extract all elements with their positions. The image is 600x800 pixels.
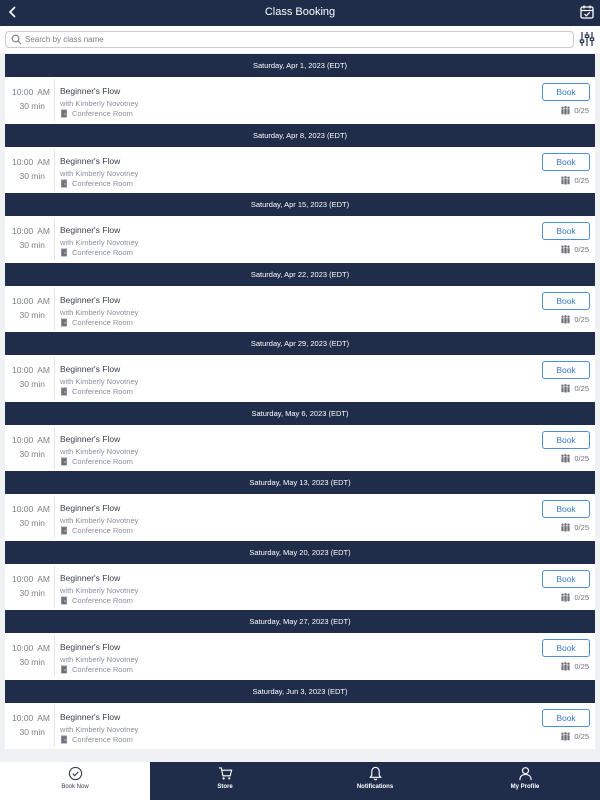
search-field [5, 31, 574, 48]
class-session[interactable] [5, 633, 595, 680]
room [60, 665, 133, 674]
search-icon [11, 34, 22, 45]
start-time [10, 296, 50, 306]
capacity [560, 384, 589, 393]
date-header: Saturday, Apr 15, 2023 (EDT) [5, 193, 595, 216]
date-header: Saturday, Jun 3, 2023 (EDT) [5, 680, 595, 703]
divider [54, 566, 55, 608]
day-group [5, 124, 595, 194]
page-title: Class Booking [264, 6, 336, 18]
room [60, 596, 133, 605]
duration: 30 min [19, 170, 45, 181]
person-icon [518, 766, 533, 781]
class-session[interactable] [5, 564, 595, 611]
door-icon [60, 457, 68, 466]
date-header: Saturday, May 6, 2023 (EDT) [5, 402, 595, 425]
date-header: Saturday, Apr 29, 2023 (EDT) [5, 332, 595, 355]
search-bar [0, 26, 600, 53]
divider [54, 288, 55, 330]
day-group [5, 471, 595, 541]
door-icon [60, 179, 68, 188]
class-name: Beginner's Flow [60, 572, 121, 583]
room [60, 735, 133, 744]
room [60, 318, 133, 327]
start-time-ampm: AM [37, 643, 50, 653]
start-time-ampm: AM [37, 504, 50, 514]
capacity [560, 732, 589, 741]
class-session[interactable] [5, 147, 595, 194]
class-session[interactable] [5, 216, 595, 263]
class-name: Beginner's Flow [60, 711, 121, 722]
room [60, 387, 133, 396]
book-button[interactable]: Book [542, 639, 590, 657]
date-header: Saturday, May 20, 2023 (EDT) [5, 541, 595, 564]
door-icon [60, 318, 68, 327]
class-name: Beginner's Flow [60, 433, 121, 444]
tab-label: My Profile [510, 784, 540, 790]
divider [54, 149, 55, 191]
instructor: with Kimberly Novotney [60, 99, 139, 108]
class-session[interactable] [5, 355, 595, 402]
duration: 30 min [19, 379, 45, 389]
class-name: Beginner's Flow [60, 225, 121, 235]
start-time [10, 226, 50, 236]
capacity [560, 176, 589, 185]
tab-book-now[interactable] [0, 762, 150, 800]
tab-label: Store [217, 784, 233, 790]
start-time-value: 10:00 [11, 712, 34, 723]
bottom-tab-bar [0, 762, 600, 800]
door-icon [60, 665, 68, 674]
people-icon [560, 523, 571, 532]
date-header: Saturday, Apr 8, 2023 (EDT) [5, 124, 595, 147]
start-time-value: 10:00 [11, 365, 34, 375]
capacity [560, 454, 589, 463]
class-name: Beginner's Flow [60, 86, 121, 96]
duration: 30 min [19, 448, 45, 459]
door-icon [60, 526, 68, 535]
search-input[interactable] [25, 32, 565, 47]
day-group [5, 541, 595, 611]
duration: 30 min [19, 309, 45, 320]
room-name: Conference Room [72, 595, 133, 605]
room-name: Conference Room [72, 317, 133, 327]
start-time [10, 87, 50, 97]
instructor: with Kimberly Novotney [60, 516, 139, 525]
book-button[interactable]: Book [542, 222, 590, 240]
capacity-count: 0/25 [574, 175, 589, 185]
class-session[interactable] [5, 77, 595, 124]
class-session[interactable] [5, 703, 595, 750]
app-header [0, 0, 600, 26]
date-header: Saturday, Apr 1, 2023 (EDT) [5, 54, 595, 77]
book-button[interactable]: Book [542, 292, 590, 310]
capacity [560, 315, 589, 324]
class-name: Beginner's Flow [60, 642, 121, 652]
class-name: Beginner's Flow [60, 294, 121, 305]
instructor: with Kimberly Novotney [60, 168, 139, 178]
people-icon [560, 106, 571, 115]
book-button[interactable]: Book [542, 83, 590, 101]
calendar-check-icon[interactable] [579, 4, 595, 20]
start-time [10, 713, 50, 723]
room [60, 457, 133, 466]
capacity-count: 0/25 [574, 662, 589, 671]
duration: 30 min [19, 518, 45, 528]
capacity-count: 0/25 [574, 106, 589, 115]
divider [54, 357, 55, 399]
start-time-value: 10:00 [11, 156, 34, 167]
start-time-value: 10:00 [11, 434, 34, 445]
room-name: Conference Room [72, 387, 133, 396]
people-icon [560, 662, 571, 671]
capacity-count: 0/25 [574, 523, 589, 532]
divider [54, 218, 55, 260]
tab-my-profile[interactable] [450, 762, 600, 800]
room-name: Conference Room [72, 734, 133, 744]
cart-icon [218, 766, 233, 781]
capacity [560, 106, 589, 115]
room-name: Conference Room [72, 248, 133, 257]
day-group [5, 54, 595, 124]
day-group [5, 193, 595, 263]
book-button[interactable]: Book [542, 431, 590, 449]
start-time-ampm: AM [37, 156, 50, 167]
duration: 30 min [19, 101, 45, 111]
bell-icon [368, 766, 383, 781]
room [60, 526, 133, 535]
door-icon [60, 735, 68, 744]
capacity-count: 0/25 [574, 384, 589, 393]
tab-label: Book Now [61, 784, 89, 790]
start-time [10, 643, 50, 653]
tab-label: Notifications [356, 784, 394, 790]
door-icon [60, 387, 68, 396]
day-group [5, 610, 595, 680]
capacity [560, 593, 589, 602]
capacity-count: 0/25 [574, 245, 589, 254]
start-time-value: 10:00 [11, 295, 34, 306]
room-name: Conference Room [72, 526, 133, 535]
room [60, 179, 133, 188]
capacity-count: 0/25 [574, 314, 589, 324]
capacity-count: 0/25 [574, 453, 589, 463]
class-session[interactable] [5, 425, 595, 472]
date-header: Saturday, Apr 22, 2023 (EDT) [5, 263, 595, 286]
instructor: with Kimberly Novotney [60, 446, 139, 456]
room [60, 248, 133, 257]
duration: 30 min [19, 726, 45, 737]
start-time-ampm: AM [37, 573, 50, 584]
class-session[interactable] [5, 494, 595, 541]
start-time-ampm: AM [37, 712, 50, 723]
capacity [560, 245, 589, 254]
people-icon [560, 384, 571, 393]
instructor: with Kimberly Novotney [60, 724, 139, 734]
start-time-value: 10:00 [11, 226, 34, 236]
people-icon [560, 732, 571, 741]
start-time [10, 574, 50, 584]
start-time-ampm: AM [37, 87, 50, 97]
date-header: Saturday, May 13, 2023 (EDT) [5, 471, 595, 494]
people-icon [560, 454, 571, 463]
start-time-ampm: AM [37, 365, 50, 375]
room-name: Conference Room [72, 456, 133, 466]
door-icon [60, 109, 68, 118]
instructor: with Kimberly Novotney [60, 307, 139, 317]
start-time-value: 10:00 [11, 504, 34, 514]
door-icon [60, 596, 68, 605]
start-time-value: 10:00 [11, 643, 34, 653]
day-group [5, 402, 595, 472]
date-header: Saturday, May 27, 2023 (EDT) [5, 610, 595, 633]
book-button[interactable]: Book [542, 361, 590, 379]
duration: 30 min [19, 240, 45, 250]
divider [54, 79, 55, 121]
tab-notifications[interactable] [300, 762, 450, 800]
book-button[interactable]: Book [542, 153, 590, 171]
start-time [10, 365, 50, 375]
class-session[interactable] [5, 286, 595, 333]
start-time [10, 504, 50, 514]
divider [54, 705, 55, 747]
divider [54, 635, 55, 677]
sliders-icon[interactable] [579, 31, 595, 47]
day-group [5, 680, 595, 750]
start-time-value: 10:00 [11, 87, 34, 97]
class-list [5, 54, 595, 749]
day-group [5, 263, 595, 333]
book-button[interactable]: Book [542, 500, 590, 518]
start-time [10, 435, 50, 445]
instructor: with Kimberly Novotney [60, 377, 139, 386]
start-time [10, 157, 50, 167]
check-circle-icon [68, 766, 83, 781]
room-name: Conference Room [72, 109, 133, 118]
instructor: with Kimberly Novotney [60, 655, 139, 664]
room-name: Conference Room [72, 178, 133, 188]
room [60, 109, 133, 118]
capacity-count: 0/25 [574, 592, 589, 602]
instructor: with Kimberly Novotney [60, 238, 139, 247]
people-icon [560, 315, 571, 324]
day-group [5, 332, 595, 402]
tab-store[interactable] [150, 762, 300, 800]
duration: 30 min [19, 587, 45, 598]
capacity [560, 662, 589, 671]
start-time-ampm: AM [37, 295, 50, 306]
capacity-count: 0/25 [574, 731, 589, 741]
duration: 30 min [19, 657, 45, 667]
start-time-ampm: AM [37, 226, 50, 236]
divider [54, 496, 55, 538]
people-icon [560, 245, 571, 254]
people-icon [560, 176, 571, 185]
divider [54, 427, 55, 469]
book-button[interactable]: Book [542, 709, 590, 727]
book-button[interactable]: Book [542, 570, 590, 588]
instructor: with Kimberly Novotney [60, 585, 139, 595]
door-icon [60, 248, 68, 257]
class-name: Beginner's Flow [60, 155, 121, 166]
class-name: Beginner's Flow [60, 364, 121, 374]
capacity [560, 523, 589, 532]
start-time-ampm: AM [37, 434, 50, 445]
class-name: Beginner's Flow [60, 503, 121, 513]
start-time-value: 10:00 [11, 573, 34, 584]
people-icon [560, 593, 571, 602]
room-name: Conference Room [72, 665, 133, 674]
